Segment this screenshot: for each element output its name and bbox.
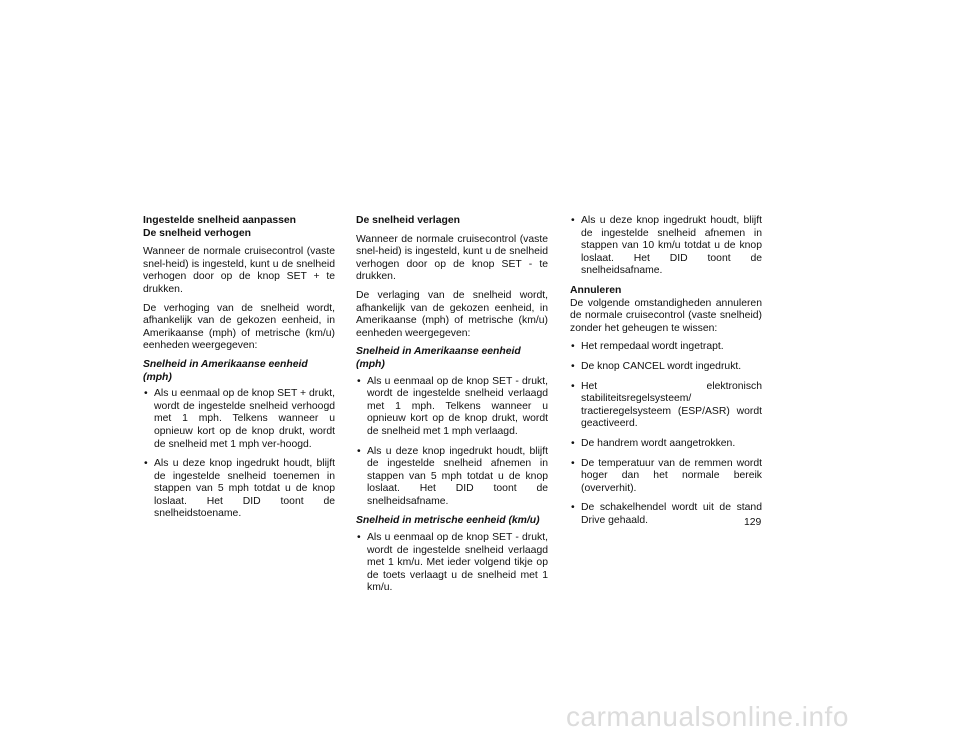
list-item: • Als u deze knop ingedrukt houdt, blijft de ingestelde snelheid afnemen in stappen van 5 mph totdat u de knop loslaat. Het DID toont de snelheidsafname.	[356, 446, 548, 509]
list-item: • Als u deze knop ingedrukt houdt, blijft de ingestelde snelheid toenemen in stappen van 5 mph totdat u de knop loslaat. Het DID toont de snelheidstoename.	[143, 458, 335, 521]
list-item: • De temperatuur van de remmen wordt hoger dan het normale bereik (oververhit).	[570, 458, 762, 496]
paragraph: De verlaging van de snelheid wordt, afhankelijk van de gekozen eenheid, in Amerikaanse (mph) of metrische (km/u) eenheden weergegeven:	[356, 289, 548, 339]
bullet-list	[143, 388, 335, 521]
section-heading: Ingestelde snelheid aanpassen	[143, 215, 297, 226]
page-number: 129	[744, 517, 762, 528]
paragraph: De volgende omstandigheden annuleren de normale cruisecontrol (vaste snelheid) zonder het geheugen te wissen:	[570, 297, 762, 334]
watermark: carmanualsonline.info	[566, 701, 849, 732]
bullet-list	[570, 215, 762, 278]
list-item: • De schakelhendel wordt uit de stand Drive gehaald.	[570, 502, 762, 527]
italic-subheading: Snelheid in metrische eenheid (km/u)	[356, 515, 540, 527]
list-item: • Als u deze knop ingedrukt houdt, blijft de ingestelde snelheid afnemen in stappen van 10 km/u totdat u de knop loslaat. Het DID toont de snelheidsafname.	[570, 215, 762, 278]
bullet-list	[570, 341, 762, 527]
column-middle	[356, 215, 548, 602]
list-item: • De handrem wordt aangetrokken.	[570, 438, 762, 451]
list-item: • Als u eenmaal op de knop SET + drukt, wordt de ingestelde snelheid verhoogd met 1 mph. Telkens wanneer u opnieuw kort op de knop drukt, wordt de snelheid met 1 mph ver-hoogd.	[143, 388, 335, 451]
paragraph: De verhoging van de snelheid wordt, afhankelijk van de gekozen eenheid, in Amerikaanse (mph) of metrische (km/u) eenheden weergegeven:	[143, 302, 335, 352]
list-item: • Als u eenmaal op de knop SET - drukt, wordt de ingestelde snelheid verlaagd met 1 mph. Telkens wanneer u opnieuw kort op de knop drukt, wordt de snelheid met 1 mph verlaagd.	[356, 376, 548, 439]
column-left	[143, 215, 335, 528]
italic-subheading: Snelheid in Amerikaanse eenheid (mph)	[143, 358, 308, 383]
list-item: • Het rempedaal wordt ingetrapt.	[570, 341, 762, 354]
list-item: • De knop CANCEL wordt ingedrukt.	[570, 361, 762, 374]
bullet-list	[356, 376, 548, 509]
column-right	[570, 215, 762, 534]
section-heading: Annuleren	[570, 284, 622, 296]
bullet-list	[356, 532, 548, 595]
paragraph: Wanneer de normale cruisecontrol (vaste snel-heid) is ingesteld, kunt u de snelheid verhogen door op de knop SET + te drukken.	[143, 246, 335, 295]
section-heading: De snelheid verlagen	[356, 215, 460, 226]
paragraph: Wanneer de normale cruisecontrol (vaste snel-heid) is ingesteld, kunt u de snelheid verhogen door op de knop SET - te drukken.	[356, 233, 548, 283]
list-item: • Het elektronisch stabiliteitsregelsysteem/ tractieregelsysteem (ESP/ASR) wordt geactiveerd.	[570, 381, 762, 431]
list-item: • Als u eenmaal op de knop SET - drukt, wordt de ingestelde snelheid verlaagd met 1 km/u. Met ieder volgend tikje op de toets verlaagt u de snelheid met 1 km/u.	[356, 532, 548, 595]
subsection-heading: De snelheid verhogen	[143, 227, 251, 239]
italic-subheading: Snelheid in Amerikaanse eenheid (mph)	[356, 346, 521, 370]
